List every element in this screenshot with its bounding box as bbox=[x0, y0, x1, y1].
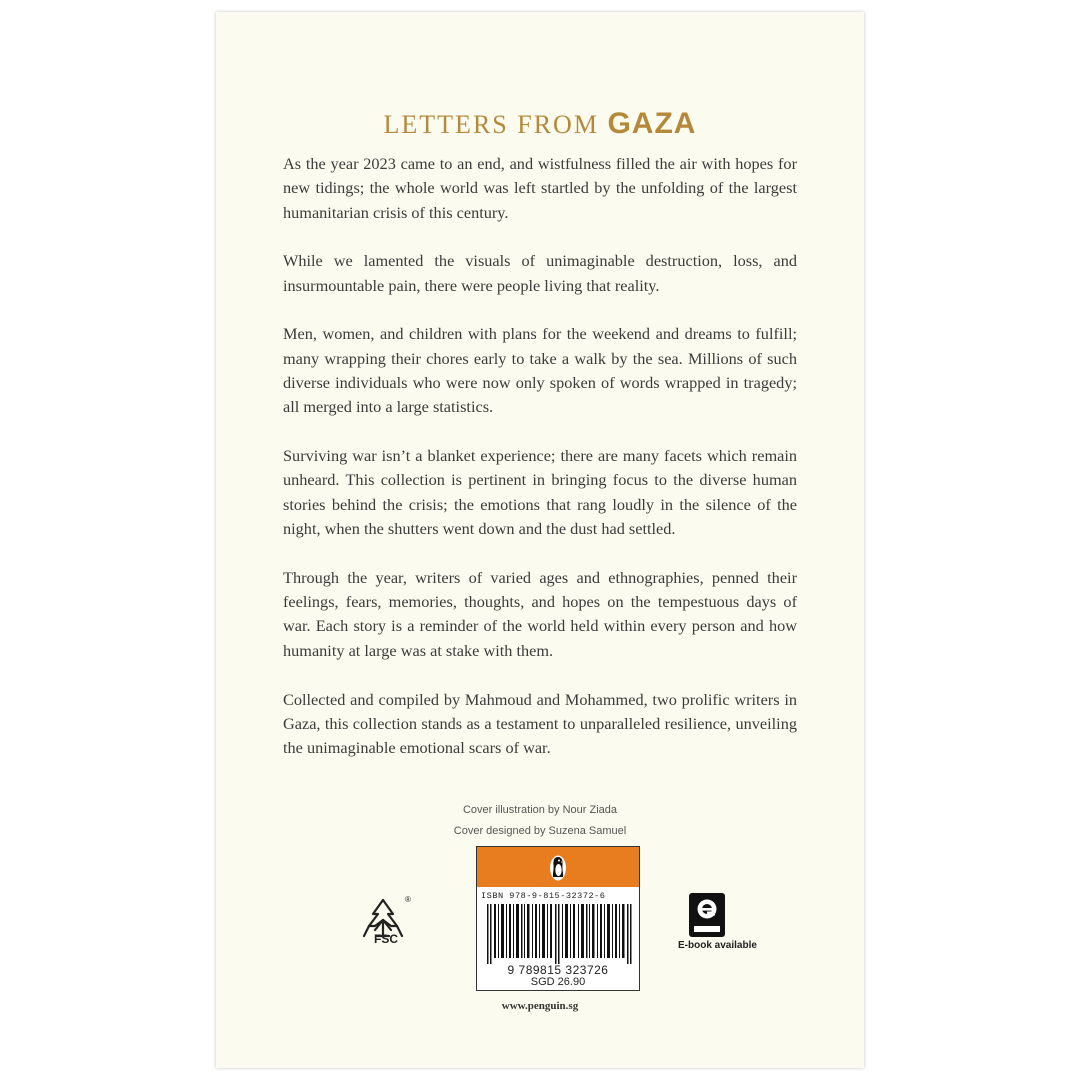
blurb-paragraph: Surviving war isn’t a blanket experience; there are many facets which remain unheard. This collection is pertinent in bringing focus to the diverse human stories behind the crisis; the emotions that rang loudly in the silence of the night, when the shutters went down and the dust had settled. bbox=[283, 446, 797, 539]
credit-illustration: Cover illustration by Nour Ziada bbox=[462, 804, 618, 816]
publisher-band bbox=[477, 847, 639, 887]
barcode-label bbox=[476, 846, 640, 991]
ebook-icon bbox=[688, 892, 726, 938]
barcode-bars bbox=[487, 904, 633, 964]
svg-text:®: ® bbox=[405, 895, 411, 904]
cover-credits bbox=[216, 800, 864, 842]
blurb bbox=[283, 152, 797, 785]
back-cover bbox=[216, 12, 864, 1068]
barcode-digits: 9 789815 323726 bbox=[507, 963, 609, 977]
blurb-paragraph: Men, women, and children with plans for the weekend and dreams to fulfill; many wrapping their chores early to take a walk by the sea. Millions of such diverse individuals who were now only spoken of words wrapped in tragedy; all merged into a large statistics. bbox=[283, 324, 797, 417]
ebook-label: E-book available bbox=[678, 940, 757, 951]
blurb-paragraph: As the year 2023 came to an end, and wistfulness filled the air with hopes for new tidings; the whole world was left startled by the unfolding of the largest humanitarian crisis of this century. bbox=[283, 154, 797, 222]
title-big: GAZA bbox=[607, 107, 697, 140]
penguin-logo-icon bbox=[549, 853, 567, 881]
blurb-paragraph: Collected and compiled by Mahmoud and Mohammed, two prolific writers in Gaza, this collection stands as a testament to unparalleled resilience, unveiling the unimaginable emotional scars of war. bbox=[283, 689, 797, 758]
blurb-paragraph: While we lamented the visuals of unimaginable destruction, loss, and insurmountable pain, there were people living that reality. bbox=[283, 251, 797, 295]
book-title bbox=[216, 107, 864, 141]
publisher-website: www.penguin.sg bbox=[501, 1000, 579, 1012]
blurb-paragraph: Through the year, writers of varied ages and ethnographies, penned their feelings, fears, memories, thoughts, and hopes on the tempestuous days of war. Each story is a reminder of the world held within every person and how humanity at large was at stake with them. bbox=[283, 567, 797, 660]
isbn-text: ISBN 978-9-815-32372-6 bbox=[481, 891, 606, 901]
fsc-label: FSC bbox=[374, 932, 398, 946]
price: SGD 26.90 bbox=[530, 976, 586, 988]
fsc-tree-icon bbox=[361, 890, 421, 960]
credit-design: Cover designed by Suzena Samuel bbox=[453, 825, 627, 837]
title-small: LETTERS FROM bbox=[383, 110, 599, 139]
